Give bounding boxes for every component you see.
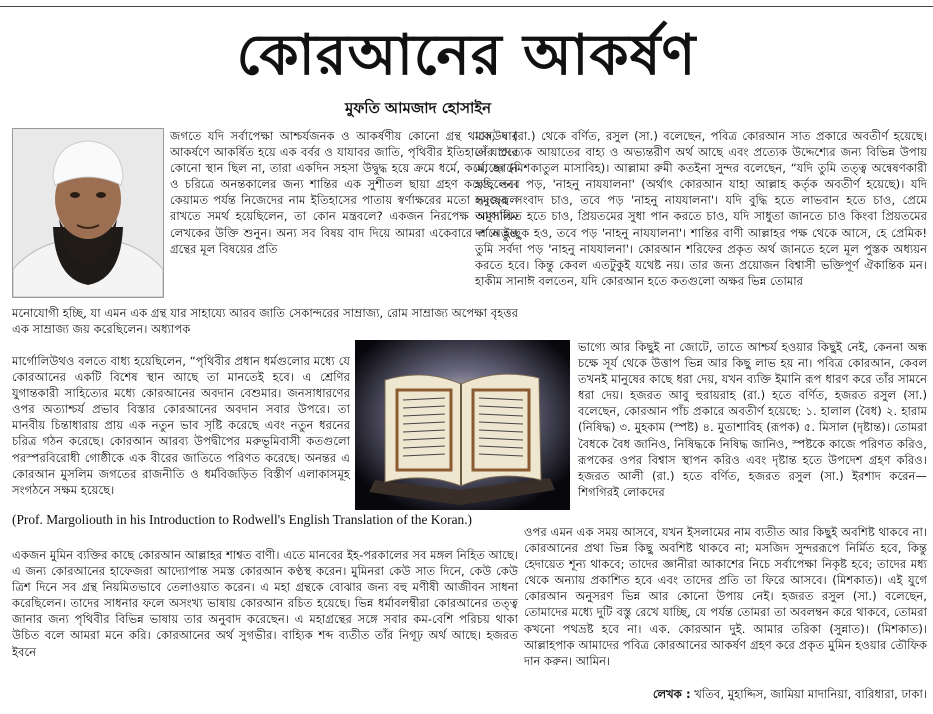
- body-paragraph-right-top: মাসউদ (রা.) থেকে বর্ণিত, রসুল (সা.) বলেছেন, পবিত্র কোরআন সাত প্রকারে অবতীর্ণ হয়েছে। তাঁর প্রত্যেক আয়াতের বাহ্য ও অভ্যন্তরীণ অর্থ আছে এবং প্রত্যেক উদ্দেশ্যের জন্য বিভিন্ন উপায় আছে। (মিশকাতুল মাসাবিহ)। আল্লামা রুমী কতইনা সুন্দর বলেছেন, “যদি তুমি তত্ত্ব অন্বেষণকারী হও, তবে পড়, 'নাহনু নাযযালনা' (অর্থাৎ কোরআন যাহা আল্লাহ কর্তৃক অবতীর্ণ হয়েছে)। যদি হৃদয়ের সংবাদ চাও, তবে পড় 'নাহনু নাযযালনা'। যদি বুদ্ধি হতে লাভবান হতে চাও, প্রেমে আপ্যায়িত হতে চাও, প্রিয়তমের সুধা পান করতে চাও, যদি সাধুতা জানতে চাও কিংবা প্রিয়তমের দর্শনে ইচ্ছুক হও, তবে পড় 'নাহনু নাযযালনা'। শান্তির বাণী আল্লাহর পক্ষ থেকে আসে, হে প্রেমিক! তুমি সর্বদা পড় 'নাহনু নাযযালনা'। কোরআন শরিফের প্রকৃত অর্থ জানতে হলে মূল পুস্তক অধ্যয়ন করতে হবে। কিন্তু কেবল এতটুকুই যথেষ্ট নয়। তার জন্য প্রয়োজন বিশ্বাসী ভক্তিপূর্ণ ঐকান্তিক মন। হাকীম সানাঈ বলতেন, যদি কোরআন হতে কতগুলো অক্ষর ভিন্ন তোমার: [475, 129, 927, 288]
- author-label: লেখক :: [652, 687, 691, 701]
- quran-photo: [355, 340, 570, 510]
- body-paragraph-margoliouth: [12, 353, 350, 498]
- open-book-photo-icon: [355, 340, 570, 510]
- person-photo-icon: [13, 129, 163, 297]
- citation-text: (Prof. Margoliouth in his Introduction to Rodwell's English Translation of the Koran.): [12, 512, 473, 527]
- body-paragraph-right-bottom: ওপর এমন এক সময় আসবে, যখন ইসলামের নাম ব্যতীত আর কিছুই অবশিষ্ট থাকবে না। কোরআনের প্রথা ভিন্ন কিছু অবশিষ্ট থাকবে না; মসজিদ সুন্দররূপে নির্মিত হবে, কিন্তু হেদায়েত শূন্য থাকবে; তাদের জ্ঞানীরা আকাশের নিচে সর্বাপেক্ষা নিকৃষ্ট হবে; তাদের মধ্য থেকে অন্যায় প্রকাশিত হবে এবং তাদের প্রতি তা ফিরে আসবে। (মিশকাত)। এই যুগে কোরআন অনুসরণ ভিন্ন আর কোনো উপায় নেই। হজরত রসুল (সা.) বলেছেন, তোমাদের মধ্যে দুটি বস্তু রেখে যাচ্ছি, যে পর্যন্ত তোমরা তা অবলম্বন করে থাকবে, তোমরা কখনো পথভ্রষ্ট হবে না। এক. কোরআন দুই. আমার তরিকা (সুন্নাত)। (মিশকাত)। আল্লাহপাক আমাদের পবিত্র কোরআনের আকর্ষণ গ্রহণ করে প্রকৃত মুমিন হওয়ার তৌফিক দান করুন। আমিন।: [524, 525, 927, 668]
- author-info: খতিব, মুহাদ্দিস, জামিয়া মাদানিয়া, বারিধারা, ঢাকা।: [694, 687, 927, 701]
- margoliouth-quote: মার্গোলিউথও বলতে বাধ্য হয়েছিলেন, “পৃথিবীর প্রধান ধর্মগুলোর মধ্যে যে কোরআনের একটি বিশেষ স্থান আছে তা মানতেই হবে। এ শ্রেণির যুগান্তকারী সাহিত্যের মধ্যে কোরআনের অবদান বেশুমার। জনসাধারণের ওপর অত্যাশ্চর্য প্রভাব বিস্তার কোরআনের অবদান সবার উপরে। তা মানবীয় চিন্তাধারায় প্রায় এক নতুন ভাব সৃষ্টি করেছে এবং নতুন ধরনের চরিত্র গঠন করেছে। কোরআন আরব্য উপদ্বীপের মরুভূমিবাসী কতগুলো পরস্পরবিরোধী গোষ্ঠীকে এক বীরের জাতিতে পরিণত করেছে। অনন্তর এ কোরআন মুসলিম জগতের রাজনীতি ও ধর্মবিজড়িত বিস্তীর্ণ এলাকাসমূহ সংগঠনে সক্ষম হয়েছে।: [12, 354, 350, 497]
- author-portrait: [12, 128, 164, 298]
- body-paragraph-intro: জগতে যদি সর্বাপেক্ষা আশ্চর্যজনক ও আকর্ষণীয় কোনো গ্রন্থ থাকে, যার আকর্ষণে আকর্ষিত হয়ে এক বর্বর ও যাযাবর জাতি, পৃথিবীর ইতিহাসে যাদের কোনো স্থান ছিল না, তারা একদিন সহসা উদ্বুদ্ধ হয়ে ক্রমে ধর্মে, কর্মে, জ্ঞানে ও চরিত্রে অনন্তকালের জন্য শান্তির এক সুশীতল ছায়া গ্রহণ করেছিলেন। কেয়ামত পর্যন্ত নিজেদের নাম ইতিহাসের পাতায় স্বর্ণাক্ষরের মতো সমুজ্জ্বল রাখতে সমর্থ হয়েছিলেন, তা কোন মন্ত্রবলে? একজন নিরপেক্ষ অমুসলিম লেখকের উক্তি শুনুন। অন্য সব বিষয় বাদ দিয়ে আমরা একেবারে এ অদ্ভুত গ্রন্থের মূল বিষয়ের প্রতি: [170, 129, 518, 256]
- body-paragraph-right-mid: ভাগ্যে আর কিছুই না জোটে, তাতে আশ্চর্য হওয়ার কিছুই নেই, কেননা অন্ধ চক্ষে সূর্য থেকে উত্তাপ ভিন্ন আর কিছু লাভ হয় না। পবিত্র কোরআন, কেবল তখনই মানুষের কাছে ধরা দেয়, যখন ব্যক্তি ইমানি রূপ ধারণ করে তাঁর সামনে ধরা দেয়। হজরত আবু হুরায়রাহ (রা.) হতে বর্ণিত, হজরত রসুল (সা.) বলেছেন, কোরআন পাঁচ প্রকারে অবতীর্ণ হয়েছে: ১. হালাল (বৈধ) ২. হারাম (নিষিদ্ধ) ৩. মুহকাম (স্পষ্ট) ৪. মুতাশাবিহ (রূপক) ৫. মিসাল (দৃষ্টান্ত)। তোমরা বৈধকে বৈধ জানিও, নিষিদ্ধকে নিষিদ্ধ জানিও, স্পষ্টকে কাজে পরিণত করিও, রূপকের ওপর বিশ্বাস স্থাপন করিও এবং দৃষ্টান্ত হতে উপদেশ গ্রহণ করিও। হজরত আলী (রা.) হতে বর্ণিত, হজরত রসুল (সা.) ইরশাদ করেন— শিগগিরই লোকদের: [578, 340, 927, 499]
- author-credit: [575, 686, 927, 702]
- page-top-rule: [0, 0, 933, 7]
- body-paragraph-believer: একজন মুমিন ব্যক্তির কাছে কোরআন আল্লাহর শাশ্বত বাণী। এতে মানবের ইহ-পরকালের সব মঙ্গল নিহিত আছে। এ জন্য কোরআনের হাফেজরা আদ্যোপান্ত সমস্ত কোরআন কণ্ঠস্থ করেন। মুমিনরা কেউ সাত দিনে, কেউ কেউ ত্রিশ দিনে সব গ্রন্থ নিয়মিতভাবে তেলাওয়াত করেন। এ মহা গ্রন্থকে বোঝার জন্য বহু মণীষী আজীবন সাধনা করেছিলেন। তাদের সাধনার ফলে অসংখ্য ভাষায় কোরআন রচিত হয়েছে। ভিন্ন ধর্মাবলম্বীরা কোরআনের তত্ত্ব জানার জন্য পৃথিবীর বিভিন্ন ভাষায় তার অনুবাদ করেছেন। এ মহাগ্রন্থের সঙ্গে সবার কম-বেশি পরিচয় থাকা উচিত বলে আমরা মনে করি। কোরআনের অর্থ সুগভীর। বাহ্যিক শব্দ ব্যতীত তাঁর নিগূঢ় অর্থ আছে। হজরত ইবনে: [12, 548, 518, 659]
- body-paragraph-intro-cont: মনোযোগী হচ্ছি, যা এমন এক গ্রন্থ যার সাহায্যে আরব জাতি সেকান্দরের সাম্রাজ্য, রোম সাম্রাজ্য অপেক্ষা বৃহত্তর এক সাম্রাজ্য জয় করেছিলেন। অধ্যাপক: [12, 306, 518, 337]
- article-title: কোরআনের আকর্ষণ: [236, 23, 697, 88]
- author-byline: মুফতি আমজাদ হোসাইন: [345, 99, 492, 117]
